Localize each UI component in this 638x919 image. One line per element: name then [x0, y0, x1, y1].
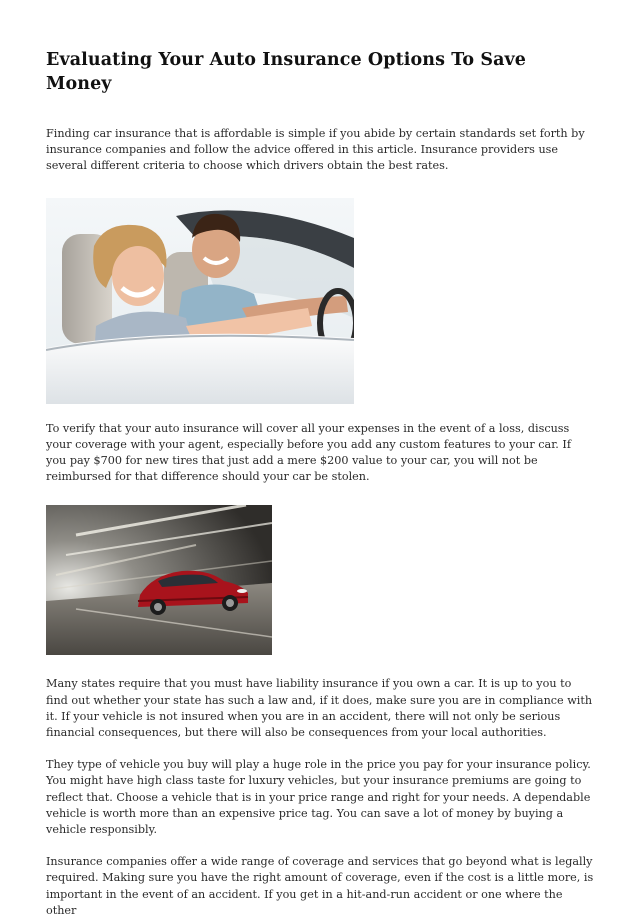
couple-in-convertible-photo — [46, 198, 354, 404]
paragraph-coverage: Insurance companies offer a wide range of coverage and services that go beyond what is legally required. Making sure you have the right amount of coverage, even if the cost is a little more, is important in the event of an accident. If you get in a hit-and-run accident or one where the other — [46, 855, 594, 917]
page-title: Evaluating Your Auto Insurance Options To Save Money — [46, 50, 527, 94]
paragraph-vehicle-type: They type of vehicle you buy will play a huge role in the price you pay for your insurance policy. You might have high class taste for luxury vehicles, but your insurance premiums are going to reflect that. Choose a vehicle that is in your price range and right for your needs. A dependable vehicle is worth more than an expensive price tag. You can save a lot of money by buying a vehicle responsibly. — [46, 758, 591, 837]
paragraph-intro: Finding car insurance that is affordable is simple if you abide by certain standards set forth by insurance companies and follow the advice offered in this article. Insurance providers use several different criteria to choose which drivers obtain the best rates. — [46, 127, 585, 173]
document-page — [46, 48, 594, 919]
paragraph-verify-coverage: To verify that your auto insurance will cover all your expenses in the event of a loss, discuss your coverage with your agent, especially before you add any custom features to your car. If you pay $700 for new tires that just add a mere $200 value to your car, you will not be reimbursed for that difference should your car be stolen. — [46, 421, 571, 484]
red-car-in-tunnel-photo — [46, 505, 272, 655]
paragraph-liability: Many states require that you must have liability insurance if you own a car. It is up to you to find out whether your state has such a law and, if it does, make sure you are in compliance with it. If your vehicle is not insured when you are in an accident, there will not only be serious financial consequences, but there will also be consequences from your local authorities. — [46, 677, 593, 740]
